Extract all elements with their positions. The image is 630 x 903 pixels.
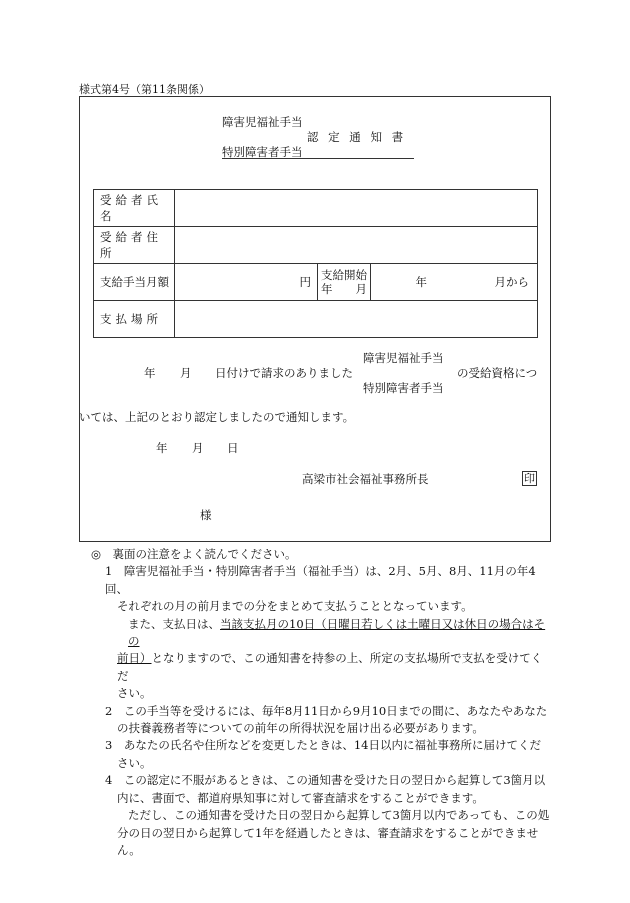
form-number-label: 様式第4号（第11条関係） bbox=[79, 83, 210, 96]
monthly-amount-field bbox=[175, 264, 318, 301]
payment-place-field bbox=[175, 301, 538, 338]
recipient-address-field bbox=[175, 227, 538, 264]
note-underlined-text: 前日） bbox=[117, 651, 152, 666]
issuer-title: 高梁市社会福祉事務所長 bbox=[302, 472, 429, 486]
note-item-4-line-4: 分の日の翌日から起算して1年を経過したときは、審査請求をすることができませ bbox=[117, 825, 539, 840]
request-year-unit: 年 bbox=[144, 366, 156, 380]
yen-unit: 円 bbox=[299, 275, 311, 289]
recipient-address-label: 受給者住所 bbox=[94, 227, 175, 264]
note-item-1-line-1: 1 障害児福祉手当・特別障害者手当（福祉手当）は、2月、5月、8月、11月の年4回、 bbox=[105, 564, 536, 596]
monthly-amount-label: 支給手当月額 bbox=[94, 264, 175, 301]
issue-month-unit: 月 bbox=[192, 441, 204, 455]
request-month-unit: 月 bbox=[180, 366, 192, 380]
title-allowance-2: 特別障害者手当 bbox=[222, 145, 303, 159]
issue-day-unit: 日 bbox=[227, 441, 239, 455]
note-underlined-text: 当該支払月の10日（日曜日若しくは土曜日又は休日の場合はその bbox=[128, 616, 546, 649]
note-text: また、支払日は、 bbox=[128, 616, 220, 631]
payment-start-label-1: 支給開始 bbox=[321, 268, 367, 282]
note-item-4-line-1: 4 この認定に不服があるときは、この通知書を受けた日の翌日から起算して3箇月以 bbox=[105, 773, 546, 788]
note-item-4-line-2: 内に、書面で、都道府県知事に対して審査請求をすることができます。 bbox=[117, 790, 484, 805]
start-year-unit: 年 bbox=[415, 275, 427, 289]
seal-box: 印 bbox=[524, 472, 535, 485]
payment-start-label bbox=[318, 264, 371, 301]
payment-place-label: 支払場所 bbox=[94, 301, 175, 338]
payment-start-label-2: 年 月 bbox=[321, 282, 367, 296]
allowance-name-1: 障害児福祉手当 bbox=[363, 351, 444, 365]
allowance-name-2: 特別障害者手当 bbox=[363, 381, 444, 395]
note-item-3-line-2: さい。 bbox=[117, 755, 152, 770]
note-item-1-line-5: さい。 bbox=[117, 686, 152, 701]
note-item-4-line-3: ただし、この通知書を受けた日の翌日から起算して3箇月以内であっても、この処 bbox=[128, 808, 550, 823]
request-text: 日付けで請求のありました bbox=[215, 366, 353, 380]
payment-start-field bbox=[371, 264, 538, 301]
note-item-3-line-1: 3 あなたの氏名や住所などを変更したときは、14日以内に福祉事務所に届けてくだ bbox=[105, 738, 541, 753]
note-item-1-line-3 bbox=[79, 616, 551, 651]
recipient-name-field bbox=[175, 190, 538, 227]
addressee-honorific: 様 bbox=[200, 508, 212, 522]
note-item-2-line-2: の扶養義務者等についての前年の所得状況を届け出る必要があります。 bbox=[117, 721, 484, 736]
table-row bbox=[94, 264, 538, 301]
document-title: 認 定 通 知 書 bbox=[307, 130, 407, 144]
seal-mark bbox=[522, 471, 537, 486]
notification-text: いては、上記のとおり認定しましたので通知します。 bbox=[79, 410, 355, 424]
start-month-from: 月から bbox=[494, 275, 529, 289]
issue-year-unit: 年 bbox=[156, 441, 168, 455]
note-item-2-line-1: 2 この手当等を受けるには、毎年8月11日から9月10日までの間に、あなたやあなた bbox=[105, 703, 548, 718]
title-allowance-1: 障害児福祉手当 bbox=[222, 115, 303, 129]
note-item-1-line-4 bbox=[79, 650, 551, 685]
recipient-name-label: 受給者氏名 bbox=[94, 190, 175, 227]
certificate-table bbox=[93, 189, 538, 338]
eligibility-text: の受給資格につ bbox=[457, 366, 538, 380]
notes-section bbox=[79, 546, 551, 859]
table-row bbox=[94, 227, 538, 264]
note-text: となりますので、この通知書を持参の上、所定の支払場所で支払を受けてくだ bbox=[117, 651, 543, 683]
note-item-4-line-5: ん。 bbox=[117, 842, 141, 857]
table-row bbox=[94, 190, 538, 227]
title-underline bbox=[222, 158, 414, 159]
note-item-1-line-2: それぞれの月の前月までの分をまとめて支払うこととなっています。 bbox=[117, 599, 473, 614]
table-row bbox=[94, 301, 538, 338]
notes-heading: ◎ 裏面の注意をよく読んでください。 bbox=[91, 547, 297, 561]
